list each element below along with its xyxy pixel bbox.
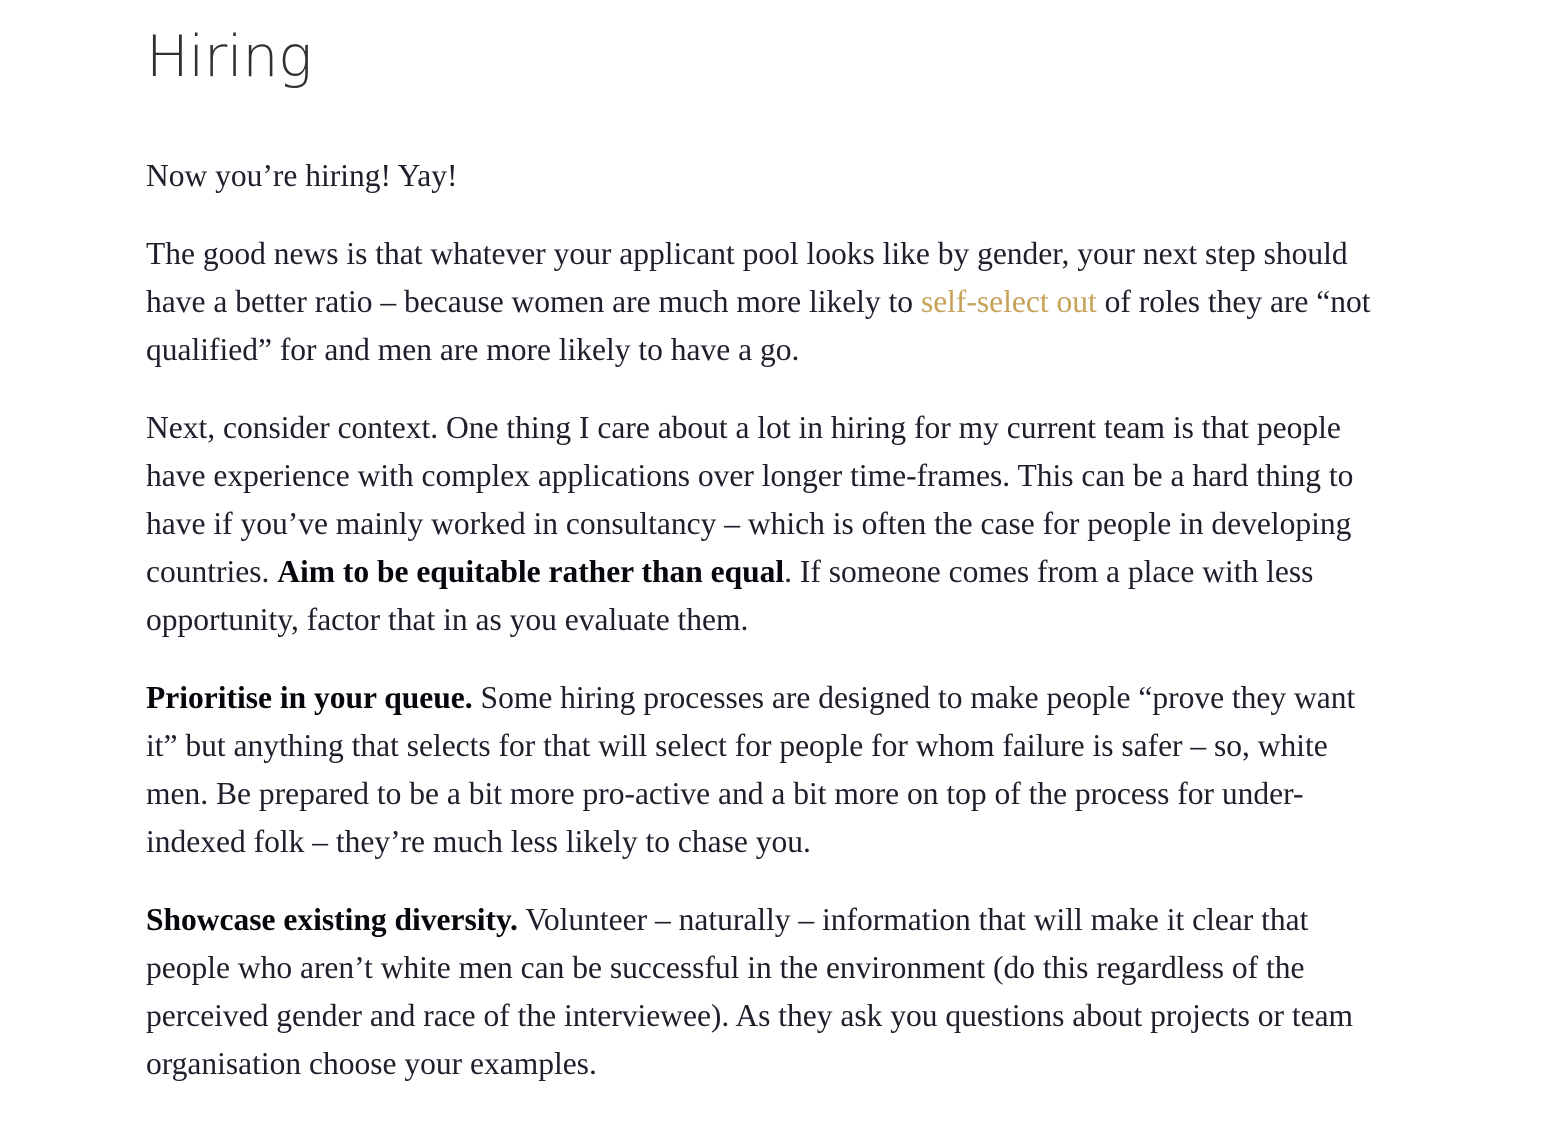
prioritise-lead-in: Prioritise in your queue.: [146, 679, 473, 715]
context-emphasis: Aim to be equitable rather than equal: [277, 553, 785, 589]
showcase-body-text: Volunteer – naturally – information that will make it clear that people who aren’t white men can be successful in the environment (do this regardless of the perceived gender and race of the interviewee). As they ask you questions about projects or team organisation choose your examples.: [146, 901, 1354, 1081]
page-title: Hiring: [146, 24, 312, 90]
article-content: [146, 0, 1378, 1088]
paragraph-showcase: [146, 896, 1378, 1088]
showcase-lead-in: Showcase existing diversity.: [146, 901, 518, 937]
context-text-after-bold: . If someone comes from a place with less opportunity, factor that in as you evaluate them.: [146, 553, 1314, 637]
paragraph-intro: Now you’re hiring! Yay!: [146, 157, 458, 193]
prioritise-body-text: Some hiring processes are designed to make people “prove they want it” but anything that selects for that will select for people for whom failure is safer – so, white men. Be prepared to be a bit more pro-active and a bit more on top of the process for under-indexed folk – they’re much less likely to chase you.: [146, 679, 1356, 859]
paragraph-good-news: [146, 230, 1378, 374]
good-news-text-after-link: of roles they are “not qualified” for and men are more likely to have a go.: [146, 283, 1371, 367]
paragraph-context: [146, 404, 1378, 644]
paragraph-prioritise: [146, 674, 1378, 866]
self-select-out-link[interactable]: self-select out: [920, 283, 1097, 319]
context-text-before-bold: Next, consider context. One thing I care about a lot in hiring for my current team is that people have experience with complex applications over longer time-frames. This can be a hard thing to have if you’ve mainly worked in consultancy – which is often the case for people in developing countries.: [146, 409, 1354, 589]
good-news-text-before-link: The good news is that whatever your applicant pool looks like by gender, your next step should have a better ratio – because women are much more likely to: [146, 235, 1348, 319]
